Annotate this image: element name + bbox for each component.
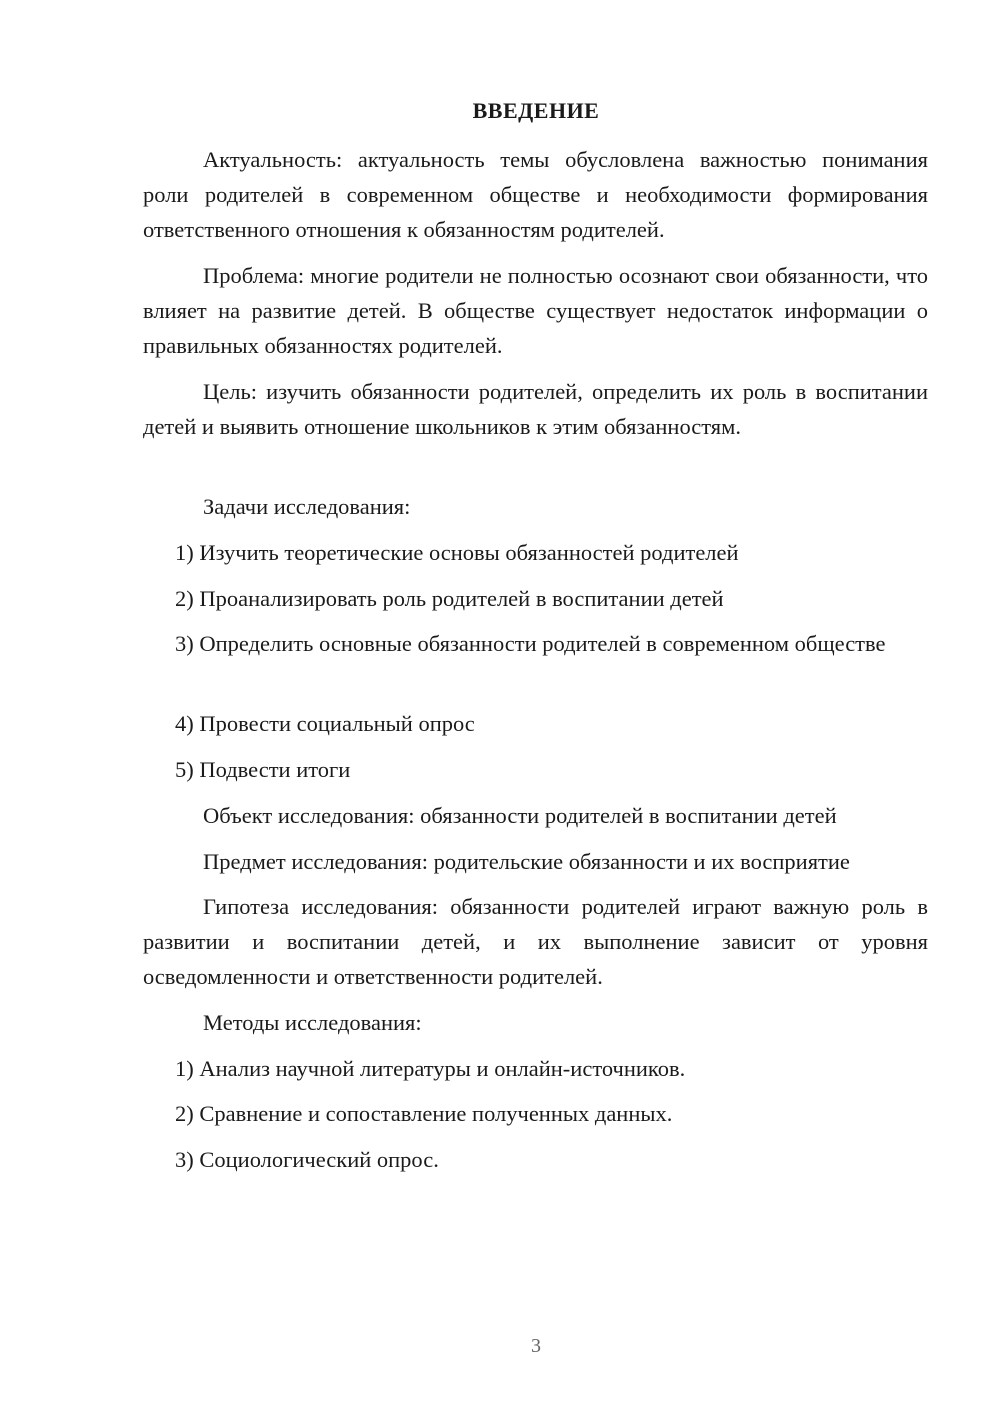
method-item: 3) Социологический опрос. [175,1147,439,1172]
method-item: 1) Анализ научной литературы и онлайн-источников. [175,1056,686,1081]
goal-paragraph: Цель: изучить обязанности родителей, определить их роль в воспитании детей и выявить отношение школьников к этим обязанностям. [143,379,928,439]
object-paragraph: Объект исследования: обязанности родителей в воспитании детей [203,803,837,828]
subject-paragraph: Предмет исследования: родительские обязанности и их восприятие [203,849,850,874]
page-number: 3 [531,1335,541,1357]
task-item: 3) Определить основные обязанности родителей в современном обществе [175,631,886,656]
methods-heading: Методы исследования: [203,1010,422,1035]
page-title: ВВЕДЕНИЕ [472,98,600,123]
hypothesis-paragraph: Гипотеза исследования: обязанности родителей играют важную роль в развитии и воспитании детей, и их выполнение зависит от уровня осведомленности и ответственности родителей. [143,894,928,989]
task-item: 4) Провести социальный опрос [175,711,475,736]
problem-paragraph: Проблема: многие родители не полностью осознают свои обязанности, что влияет на развитие детей. В обществе существует недостаток информации о правильных обязанностях родителей. [143,263,928,358]
relevance-paragraph: Актуальность: актуальность темы обусловлена важностью понимания роли родителей в современном обществе и необходимости формирования ответственного отношения к обязанностям родителей. [143,147,928,242]
tasks-heading: Задачи исследования: [203,494,411,519]
task-item: 2) Проанализировать роль родителей в воспитании детей [175,586,724,611]
method-item: 2) Сравнение и сопоставление полученных данных. [175,1101,673,1126]
task-item: 5) Подвести итоги [175,757,351,782]
task-item: 1) Изучить теоретические основы обязанностей родителей [175,540,739,565]
